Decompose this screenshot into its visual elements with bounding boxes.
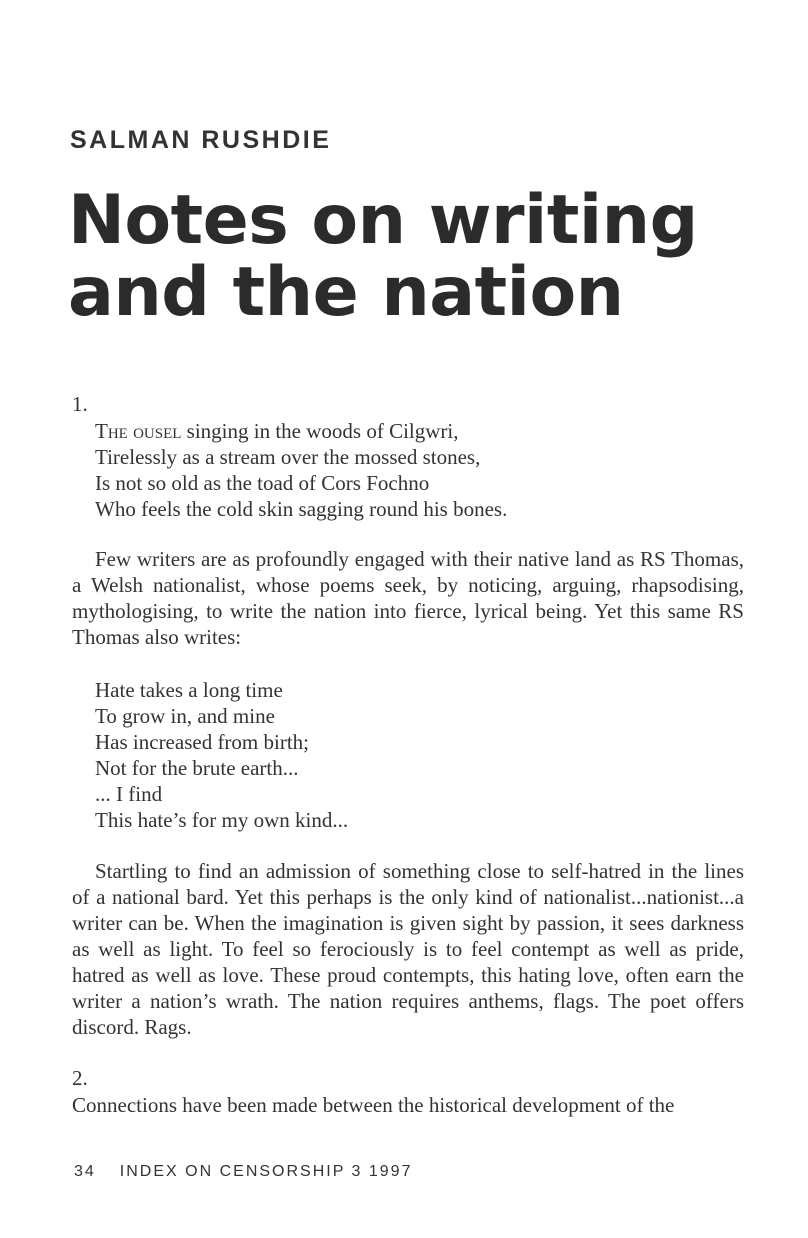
poem-line: Who feels the cold skin sagging round his bones. [95,497,508,521]
paragraph-self-hatred: Startling to find an admission of something close to self-hatred in the lines of a national bard. Yet this perhaps is the only kind of nationalist...nationist...a writer can be. When the imagination is given sight by passion, it sees darkness as well as light. To feel so ferociously is to feel contempt as well as pride, hatred as well as love. These proud contempts, this hating love, often earn the writer a nation’s wrath. The nation requires anthems, flags. The poet offers discord. Rags. [72,859,744,1039]
publication-name: INDEX ON CENSORSHIP 3 1997 [119,1163,413,1180]
title-line-2: and the nation [68,253,624,332]
poem-line [95,418,507,444]
section-number-1: 1. [72,392,88,416]
poem-ousel [95,418,507,522]
poem-line-rest: singing in the woods of Cilgwri, [181,419,459,443]
article-title [68,181,768,332]
poem-line: Hate takes a long time [95,678,283,702]
page-number: 34 [74,1163,96,1180]
poem-hate [95,677,348,833]
title-line-1: Notes on writing [68,181,698,260]
poem-line-smallcaps: The ousel [95,419,182,443]
poem-line: ... I find [95,782,163,806]
section-number-2: 2. [72,1066,88,1090]
poem-line: Not for the brute earth... [95,756,299,780]
poem-line: Tirelessly as a stream over the mossed stones, [95,445,481,469]
poem-line: This hate’s for my own kind... [95,808,349,832]
paragraph-connections: Connections have been made between the historical development of the [72,1093,675,1117]
paragraph-rs-thomas: Few writers are as profoundly engaged with their native land as RS Thomas, a Welsh nationalist, whose poems seek, by noticing, arguing, rhapsodising, mythologising, to write the nation into fierce, lyrical being. Yet this same RS Thomas also writes: [72,547,744,649]
author-name: SALMAN RUSHDIE [70,126,332,154]
poem-line: Is not so old as the toad of Cors Fochno [95,471,430,495]
poem-line: Has increased from birth; [95,730,310,754]
page-footer [74,1163,412,1181]
poem-line: To grow in, and mine [95,704,275,728]
